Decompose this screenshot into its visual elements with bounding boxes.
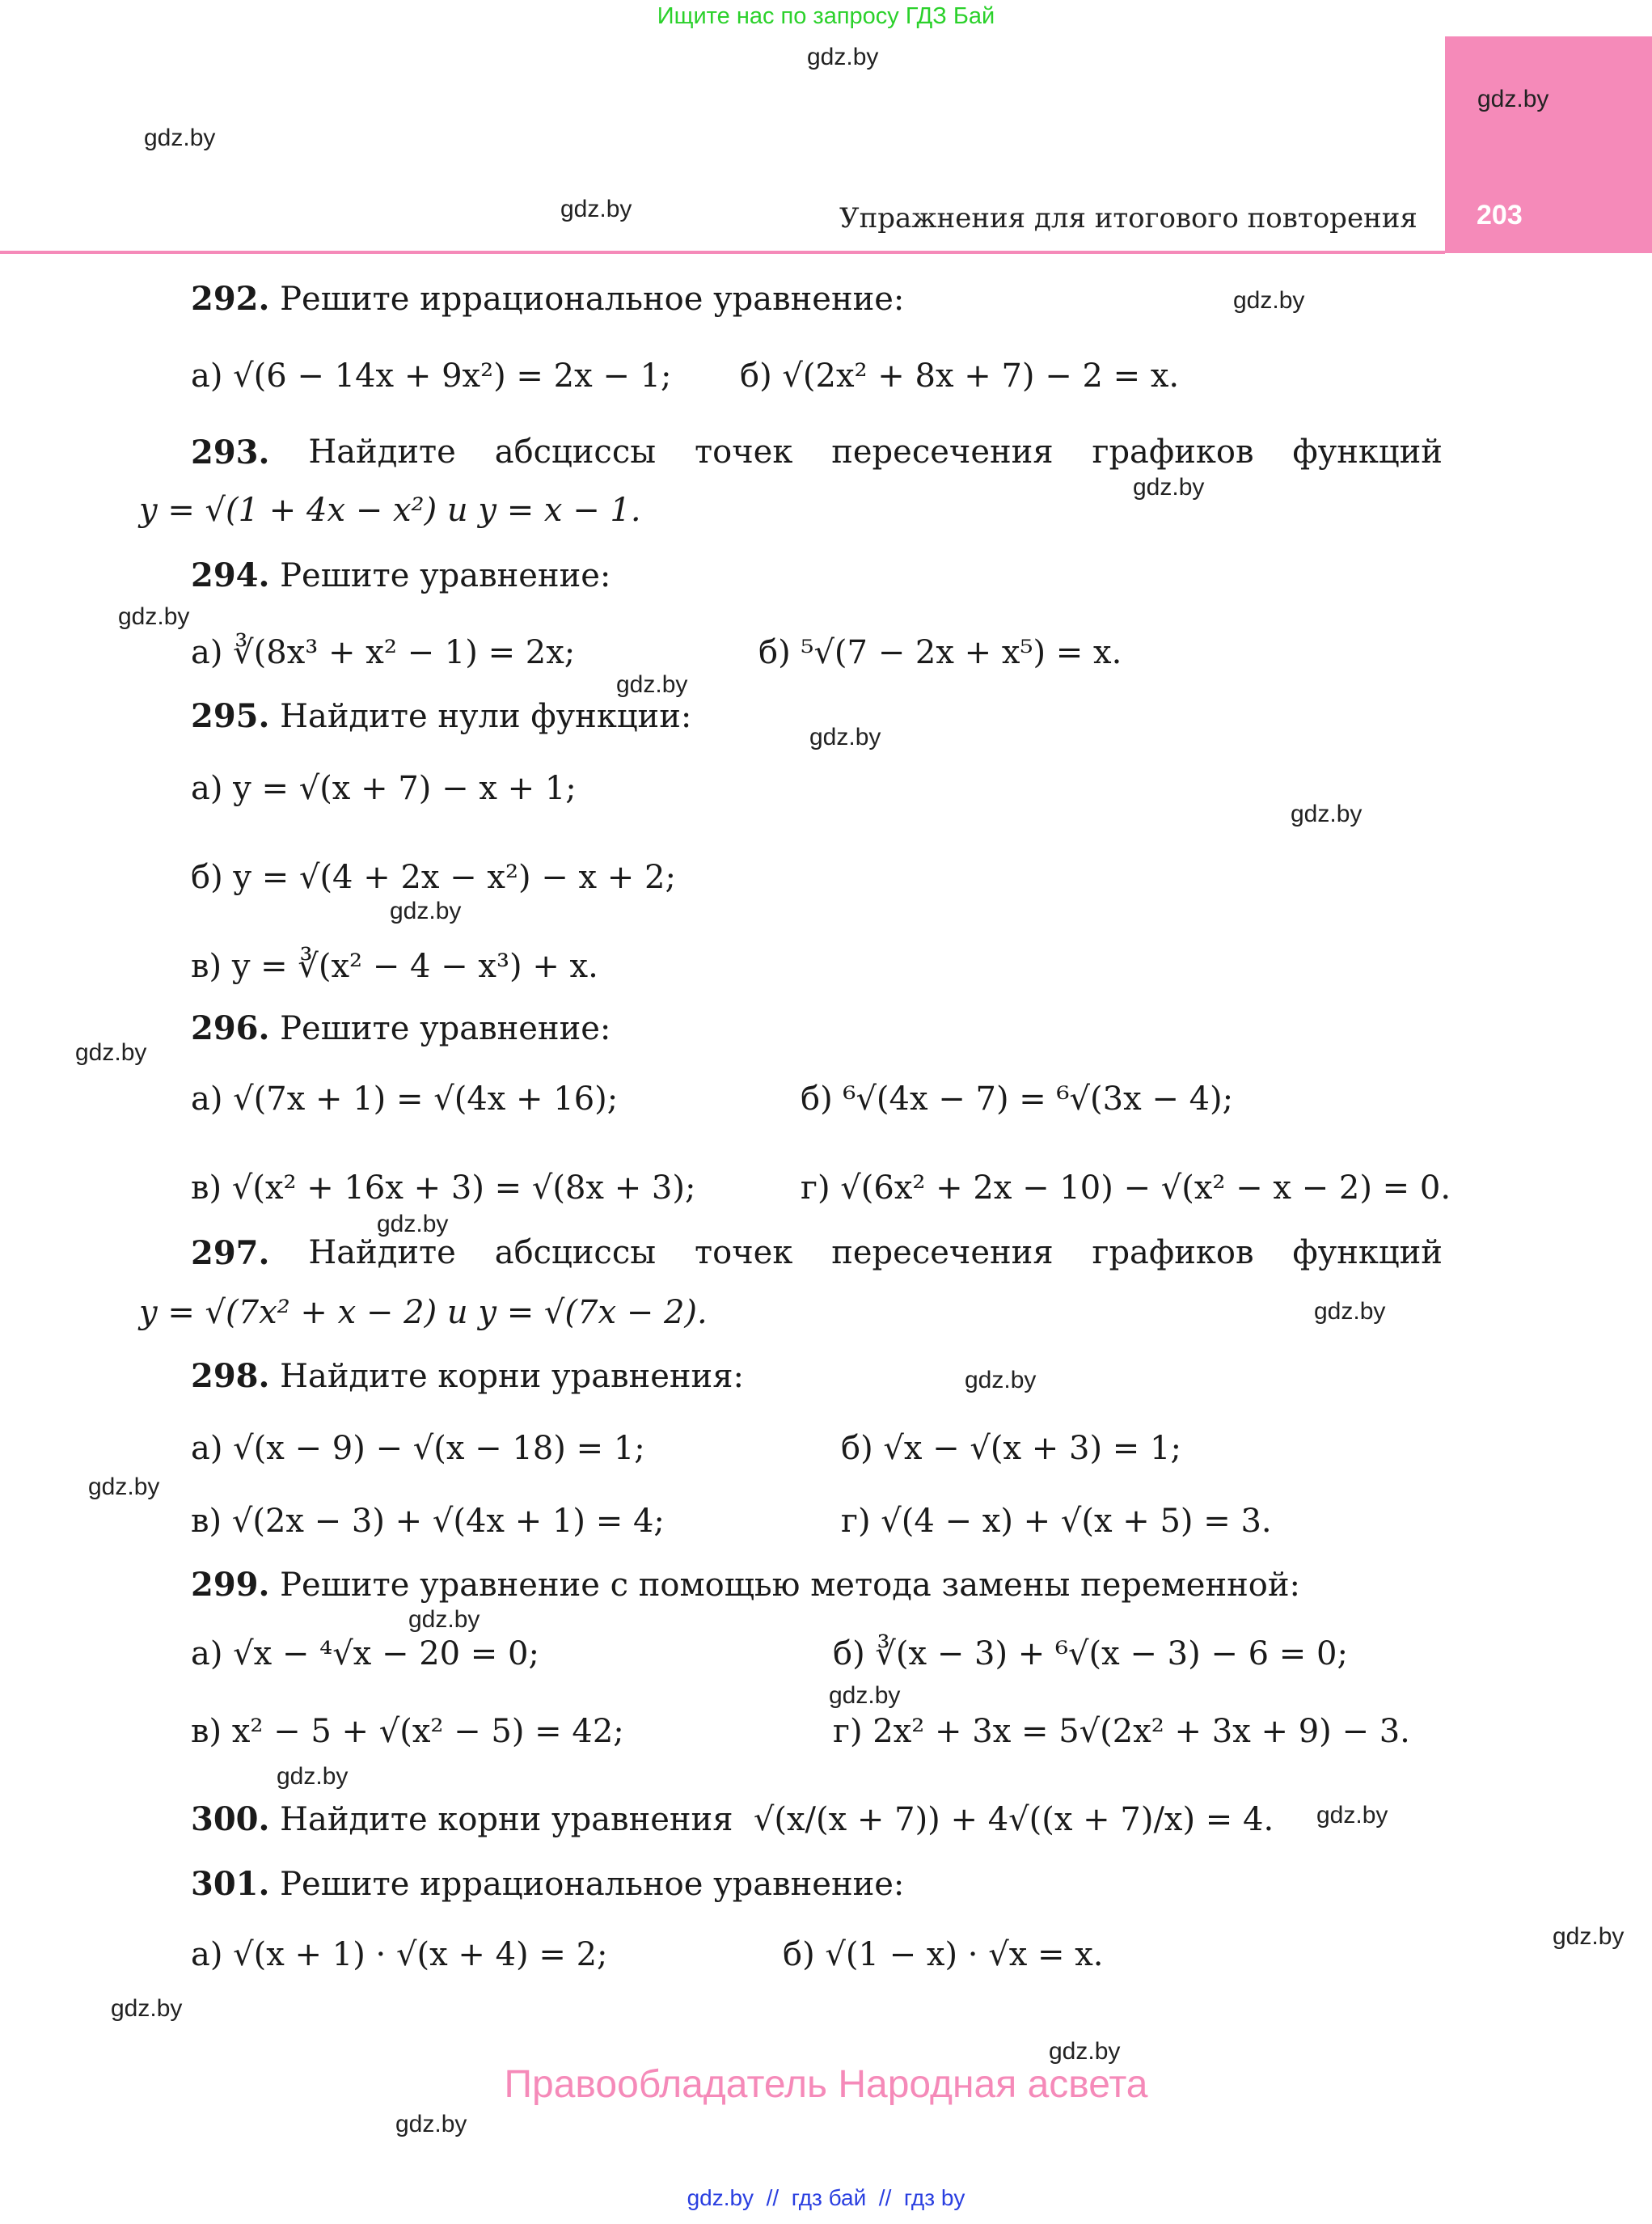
exercise-298-a: а) √(x − 9) − √(x − 18) = 1; — [191, 1430, 645, 1467]
watermark: gdz.by — [111, 1995, 183, 2022]
watermark: gdz.by — [1291, 801, 1363, 827]
copyright-notice: Правообладатель Народная асвета — [504, 2063, 1148, 2106]
exercise-301-a: а) √(x + 1) · √(x + 4) = 2; — [191, 1936, 608, 1973]
watermark: gdz.by — [1316, 1802, 1388, 1829]
watermark: gdz.by — [395, 2111, 467, 2137]
watermark: gdz.by — [390, 898, 462, 924]
exercise-298-b: б) √x − √(x + 3) = 1; — [841, 1430, 1181, 1467]
top-notice: Ищите нас по запросу ГДЗ Бай — [657, 3, 995, 29]
header-rule — [0, 251, 1445, 254]
exercise-301-heading: 301. Решите иррациональное уравнение: — [191, 1865, 905, 1903]
exercise-299-d: г) 2x² + 3x = 5√(2x² + 3x + 9) − 3. — [833, 1713, 1410, 1750]
exercise-292-heading: 292. Решите иррациональное уравнение: — [191, 280, 905, 318]
watermark: gdz.by — [560, 196, 632, 222]
watermark: gdz.by — [118, 603, 190, 630]
exercise-294-heading: 294. Решите уравнение: — [191, 556, 611, 594]
watermark: gdz.by — [88, 1474, 160, 1500]
exercise-296-b: б) ⁶√(4x − 7) = ⁶√(3x − 4); — [801, 1080, 1234, 1118]
running-head: Упражнения для итогового повторения — [839, 202, 1418, 235]
watermark: gdz.by — [1049, 2038, 1121, 2065]
exercise-295-a: а) y = √(x + 7) − x + 1; — [191, 770, 577, 807]
exercise-295-c: в) y = ∛(x² − 4 − x³) + x. — [191, 948, 598, 985]
page-number: 203 — [1477, 200, 1523, 230]
exercise-297-line2: y = √(7x² + x − 2) и y = √(7x − 2). — [139, 1294, 708, 1331]
exercise-294-a: а) ∛(8x³ + x² − 1) = 2x; — [191, 634, 576, 671]
watermark: gdz.by — [616, 671, 688, 698]
exercise-296-c: в) √(x² + 16x + 3) = √(8x + 3); — [191, 1169, 696, 1207]
watermark: gdz.by — [144, 125, 216, 151]
exercise-295-heading: 295. Найдите нули функции: — [191, 697, 692, 735]
exercise-299-a: а) √x − ⁴√x − 20 = 0; — [191, 1635, 539, 1672]
watermark: gdz.by — [75, 1039, 147, 1066]
watermark: gdz.by — [809, 724, 881, 750]
exercise-292-b: б) √(2x² + 8x + 7) − 2 = x. — [740, 357, 1180, 395]
watermark: gdz.by — [1133, 474, 1205, 501]
watermark: gdz.by — [377, 1211, 449, 1237]
watermark: gdz.by — [408, 1606, 480, 1633]
exercise-297-line1: 297. Найдите абсциссы точек пересечения графиков функций — [191, 1234, 1443, 1272]
exercise-300: 300. Найдите корни уравнения √(x/(x + 7)) + 4√((x + 7)/x) = 4. — [191, 1800, 1274, 1838]
footer-links[interactable]: gdz.by // гдз бай // гдз by — [687, 2185, 965, 2210]
exercise-295-b: б) y = √(4 + 2x − x²) − x + 2; — [191, 859, 676, 896]
watermark: gdz.by — [1314, 1298, 1386, 1325]
exercise-298-c: в) √(2x − 3) + √(4x + 1) = 4; — [191, 1503, 665, 1540]
exercise-296-a: а) √(7x + 1) = √(4x + 16); — [191, 1080, 619, 1118]
watermark: gdz.by — [1553, 1923, 1625, 1950]
watermark: gdz.by — [1477, 86, 1549, 112]
watermark: gdz.by — [829, 1682, 901, 1709]
exercise-296-d: г) √(6x² + 2x − 10) − √(x² − x − 2) = 0. — [801, 1169, 1451, 1207]
exercise-298-d: г) √(4 − x) + √(x + 5) = 3. — [841, 1503, 1272, 1540]
watermark: gdz.by — [1233, 287, 1305, 314]
watermark: gdz.by — [807, 44, 879, 70]
exercise-296-heading: 296. Решите уравнение: — [191, 1009, 611, 1047]
watermark: gdz.by — [277, 1763, 349, 1790]
exercise-299-heading: 299. Решите уравнение с помощью метода замены переменной: — [191, 1566, 1300, 1604]
exercise-298-heading: 298. Найдите корни уравнения: — [191, 1357, 744, 1395]
exercise-301-b: б) √(1 − x) · √x = x. — [783, 1936, 1104, 1973]
watermark: gdz.by — [965, 1367, 1037, 1393]
exercise-299-b: б) ∛(x − 3) + ⁶√(x − 3) − 6 = 0; — [833, 1635, 1348, 1672]
exercise-293-line1: 293. Найдите абсциссы точек пересечения графиков функций — [191, 433, 1443, 471]
exercise-293-line2: y = √(1 + 4x − x²) и y = x − 1. — [139, 492, 641, 529]
exercise-294-b: б) ⁵√(7 − 2x + x⁵) = x. — [758, 634, 1122, 671]
exercise-299-c: в) x² − 5 + √(x² − 5) = 42; — [191, 1713, 624, 1750]
exercise-292-a: а) √(6 − 14x + 9x²) = 2x − 1; — [191, 357, 672, 395]
